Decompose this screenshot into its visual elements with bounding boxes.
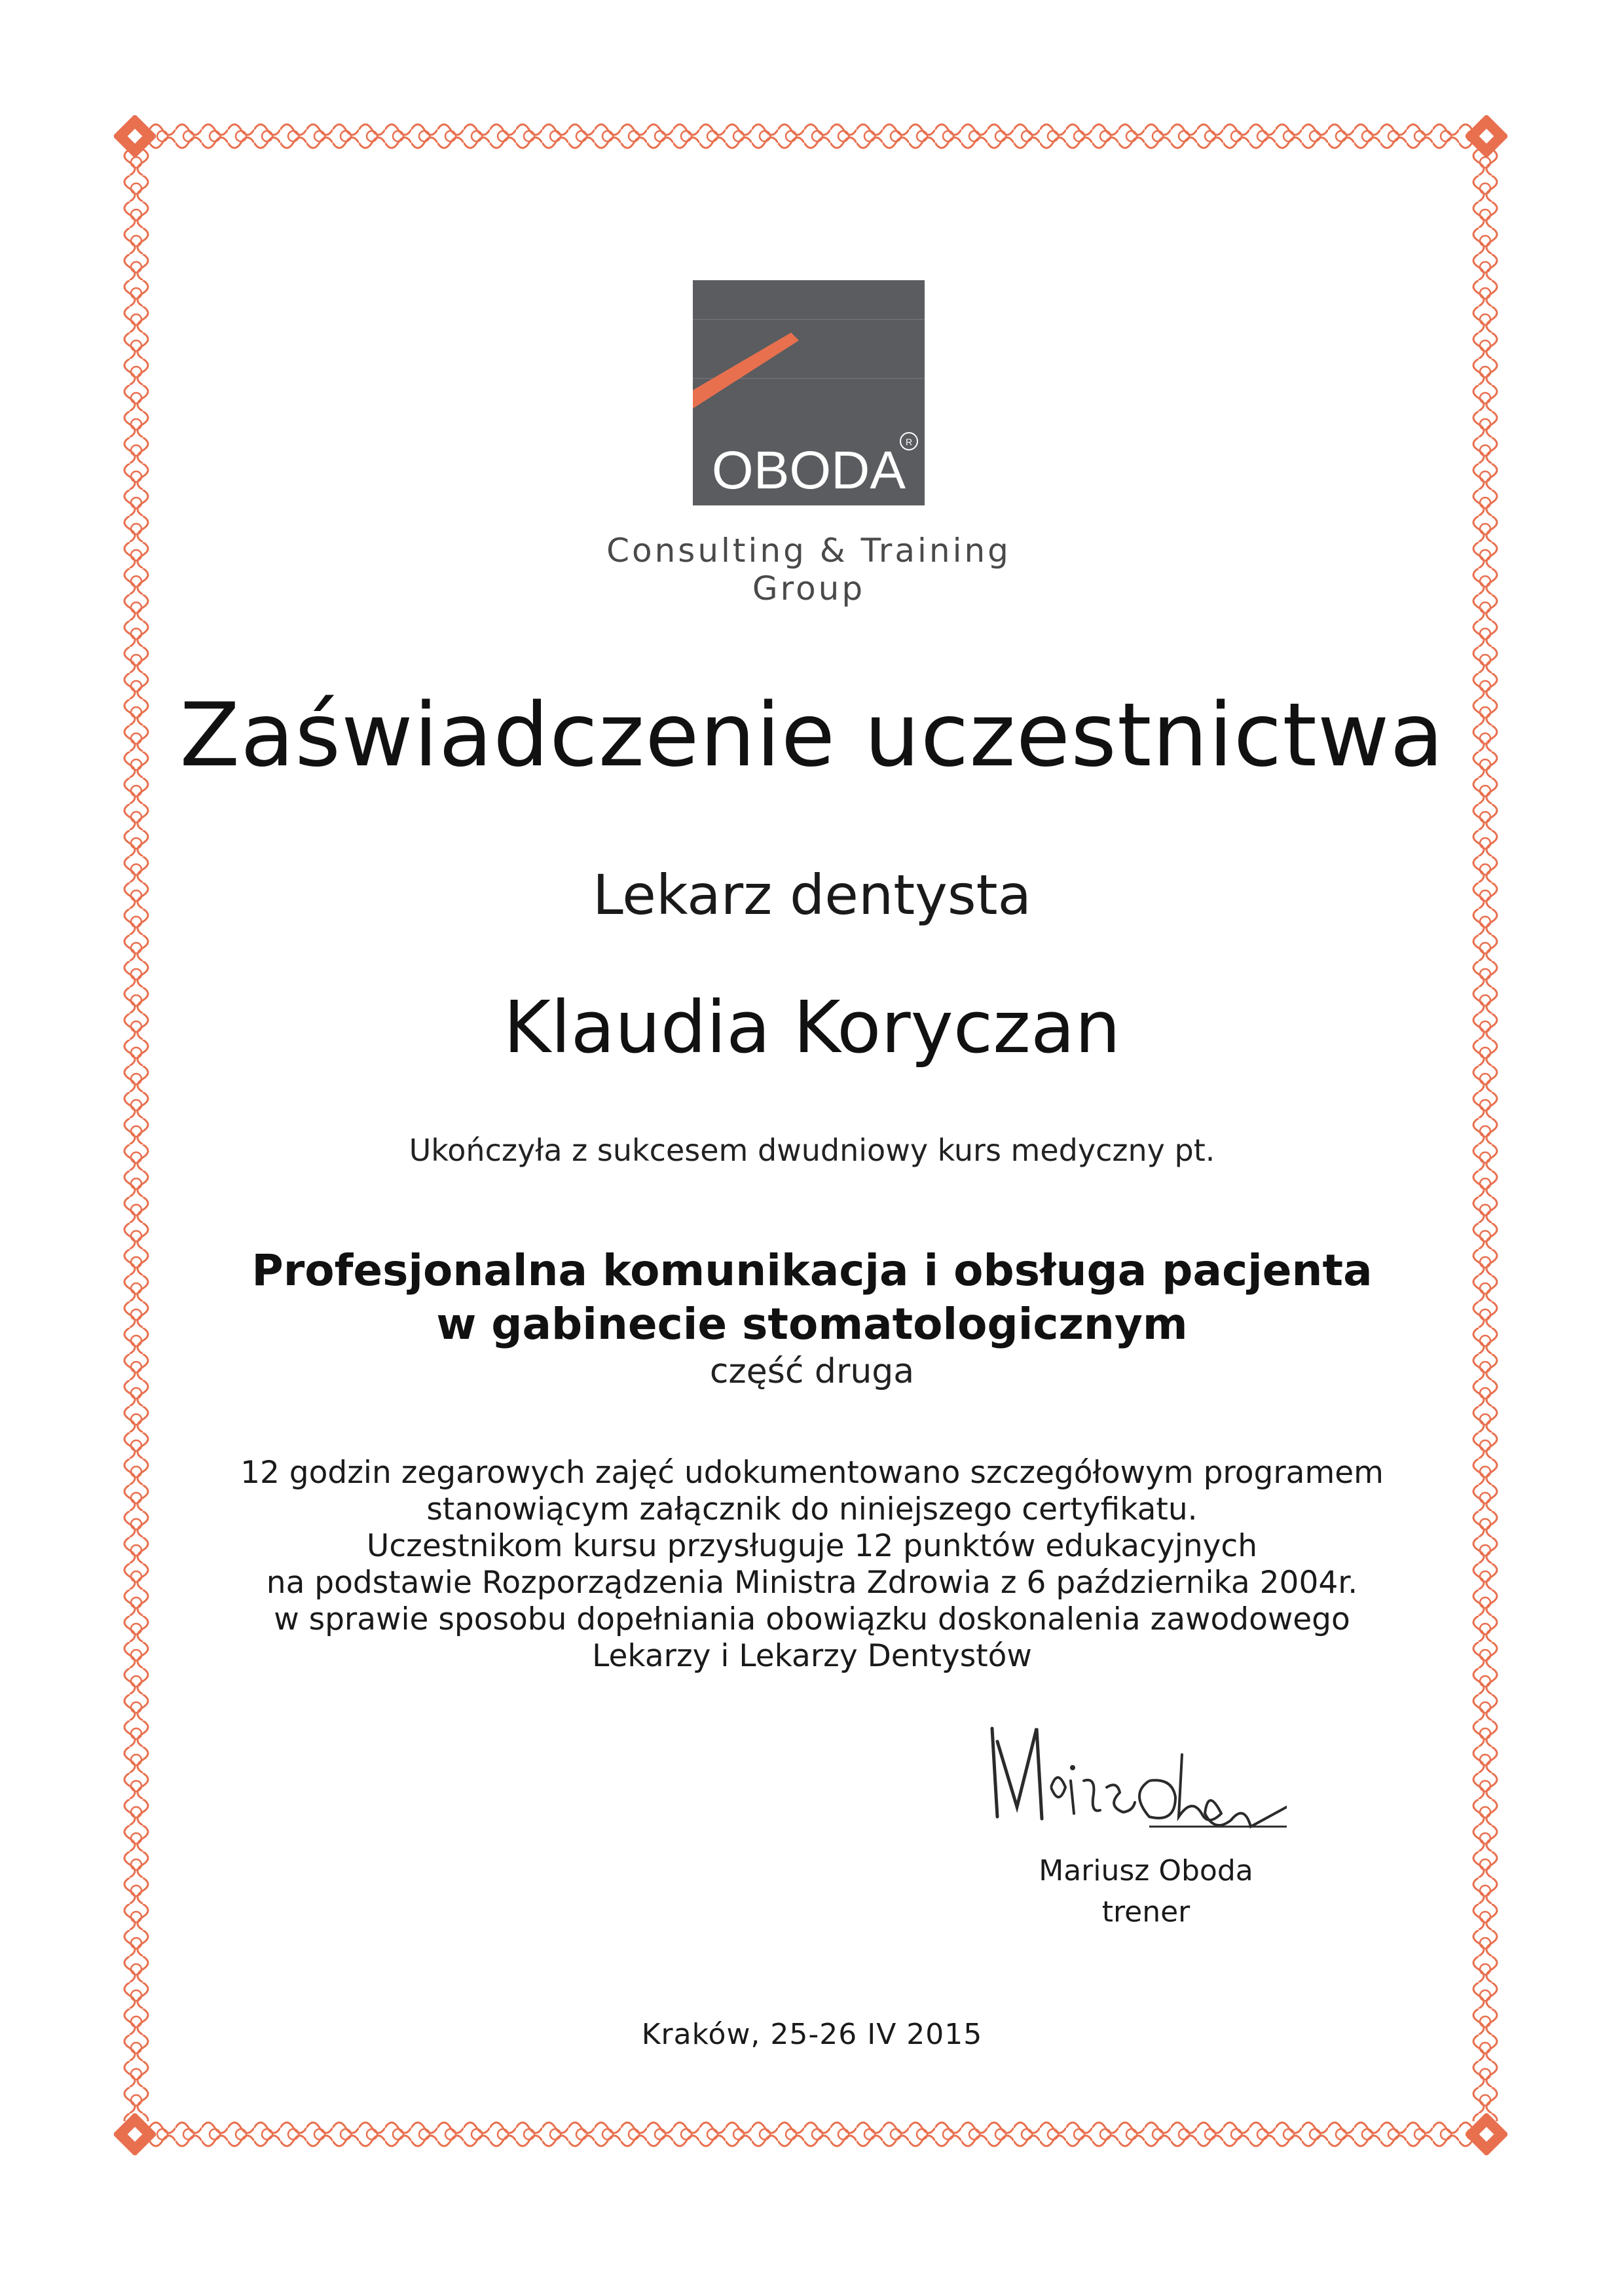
- completion-statement: Ukończyła z sukcesem dwudniowy kurs medyczny pt.: [409, 1133, 1215, 1168]
- description-line: na podstawie Rozporządzenia Ministra Zdrowia z 6 października 2004r.: [266, 1565, 1358, 1601]
- border-right: [1466, 149, 1505, 2121]
- svg-text:R: R: [905, 437, 913, 447]
- course-part: część druga: [709, 1352, 915, 1391]
- description-line: Uczestnikom kursu przysługuje 12 punktów edukacyjnych: [366, 1528, 1258, 1564]
- corner-ornament-icon: [1466, 2113, 1507, 2155]
- participant-name: Klaudia Koryczan: [503, 985, 1121, 1069]
- logo-brand-text: OBODA: [711, 441, 906, 500]
- signer-name: Mariusz Oboda: [1039, 1854, 1253, 1887]
- company-logo: [693, 280, 925, 505]
- border-bottom: [149, 2115, 1472, 2154]
- logo-tagline: Consulting & Training Group: [606, 532, 1011, 608]
- corner-ornament-icon: [114, 115, 156, 157]
- certificate-title: Zaświadczenie uczestnictwa: [179, 684, 1445, 786]
- handwritten-signature: [979, 1702, 1287, 1840]
- signer-role: trener: [1101, 1895, 1190, 1929]
- description-line: 12 godzin zegarowych zajęć udokumentowano szczegółowym programem: [240, 1455, 1384, 1491]
- course-title-line: Profesjonalna komunikacja i obsługa pacjenta: [251, 1245, 1373, 1296]
- description-line: stanowiącym załącznik do niniejszego certyfikatu.: [426, 1491, 1198, 1527]
- corner-ornament-icon: [1466, 115, 1507, 157]
- place-and-date: Kraków, 25-26 IV 2015: [641, 2018, 983, 2051]
- border-left: [117, 149, 156, 2121]
- description-line: w sprawie sposobu dopełniania obowiązku doskonalenia zawodowego: [274, 1601, 1350, 1637]
- course-title-line: w gabinecie stomatologicznym: [436, 1299, 1188, 1349]
- description-line: Lekarzy i Lekarzy Dentystów: [592, 1638, 1032, 1674]
- participant-role: Lekarz dentysta: [592, 863, 1032, 927]
- border-top: [149, 117, 1472, 156]
- course-title: [170, 1244, 1454, 1351]
- corner-ornament-icon: [114, 2113, 156, 2155]
- course-description: [170, 1455, 1454, 1675]
